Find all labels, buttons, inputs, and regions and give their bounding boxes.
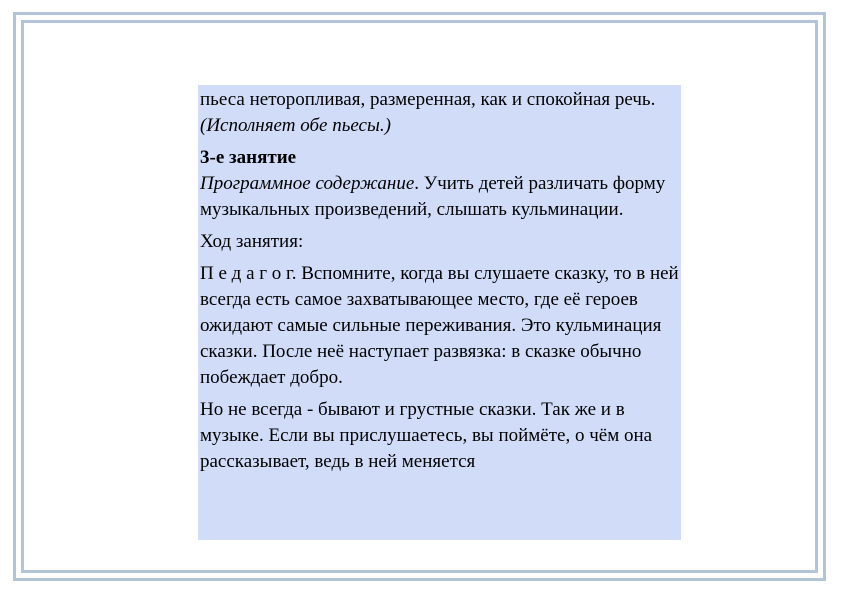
program-content-text: . Учить детей различать форму музыкальных произведений, слышать кульминации. xyxy=(200,173,666,220)
music-paragraph: Но не всегда - бывают и грустные сказки. Так же и в музыке. Если вы прислушаетесь, вы поймёте, о чём она рассказывает, ведь в ней меняется xyxy=(200,399,653,472)
paragraph-intro-text: пьеса неторопливая, размеренная, как и спокойная речь. xyxy=(200,89,656,110)
teacher-paragraph: П е д а г о г. Вспомните, когда вы слушаете сказку, то в ней всегда есть самое захватывающее место, где её героев ожидают самые сильные переживания. Это кульминация сказки. После неё наступает развязка: в сказке обычно побеждает добро. xyxy=(200,263,679,388)
program-content-paragraph xyxy=(200,171,681,223)
lesson-flow-label: Ход занятия: xyxy=(200,231,304,252)
lesson-heading: 3-е занятие xyxy=(200,147,297,168)
program-content-label: Программное содержание xyxy=(200,173,415,194)
text-box xyxy=(198,85,681,540)
paragraph-intro-italic: (Исполняет обе пьесы.) xyxy=(200,115,391,136)
paragraph-intro xyxy=(200,87,681,139)
